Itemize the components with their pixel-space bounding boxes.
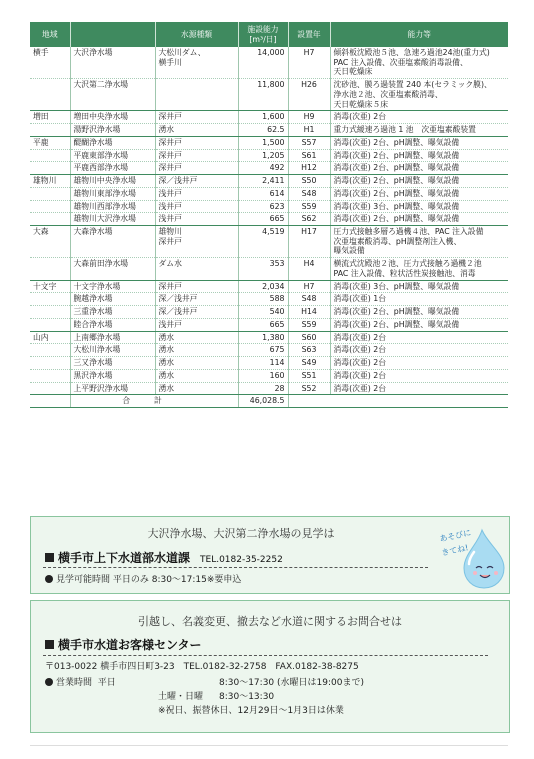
year-cell: H12 xyxy=(288,162,330,175)
header-year: 設置年 xyxy=(288,22,330,47)
ability-cell-line: PAC 注入設備、次亜塩素酸消毒設備、 xyxy=(333,57,468,67)
table-row xyxy=(30,162,508,175)
facilities-table xyxy=(30,22,508,408)
facility-name-cell: 上南郷浄水場 xyxy=(70,331,155,344)
ability-cell xyxy=(330,79,508,111)
water-source-cell xyxy=(155,136,238,149)
region-cell: 増田 xyxy=(30,111,70,124)
weekday-label: 平日 xyxy=(97,678,116,688)
table-row xyxy=(30,318,508,331)
ability-cell-line: 重力式緩速ろ過池 1 池 次亜塩素酸装置 xyxy=(333,125,476,135)
capacity-cell: 1,500 xyxy=(238,136,288,149)
ability-cell xyxy=(330,258,508,280)
water-source-cell xyxy=(155,331,238,344)
year-cell: S60 xyxy=(288,331,330,344)
ability-cell xyxy=(330,47,508,79)
ability-cell xyxy=(330,136,508,149)
water-source-cell xyxy=(155,369,238,382)
region-cell xyxy=(30,258,70,280)
ability-cell xyxy=(330,213,508,226)
region-cell xyxy=(30,382,70,395)
header-capacity xyxy=(238,22,288,47)
tour-tel[interactable]: TEL.0182-35-2252 xyxy=(200,555,283,565)
region-cell xyxy=(30,187,70,200)
region-cell xyxy=(30,318,70,331)
capacity-cell: 2,411 xyxy=(238,175,288,188)
year-cell: S49 xyxy=(288,357,330,370)
facility-name-cell: 平鹿西部浄水場 xyxy=(70,162,155,175)
ability-cell-line: PAC 注入設備、粒状活性炭接触池、消毒 xyxy=(333,268,476,278)
ability-cell xyxy=(330,293,508,306)
table-row xyxy=(30,213,508,226)
tour-dept-name: 横手市上下水道部水道課 xyxy=(58,551,191,565)
region-cell: 大森 xyxy=(30,226,70,258)
water-source-cell-line: 湧水 xyxy=(158,358,175,368)
facility-name-cell: 醍醐浄水場 xyxy=(70,136,155,149)
header-source: 水源種類 xyxy=(155,22,238,47)
contact-hours-weekday xyxy=(45,675,116,688)
region-cell xyxy=(30,213,70,226)
ability-cell-line: 消毒(次亜) 2台、pH調整、曝気設備 xyxy=(333,163,460,173)
year-cell: H14 xyxy=(288,306,330,319)
water-source-cell xyxy=(155,187,238,200)
ability-cell-line: 消毒(次亜) 2台、pH調整、曝気設備 xyxy=(333,137,460,147)
region-cell: 平鹿 xyxy=(30,136,70,149)
table-body xyxy=(30,47,508,408)
table-row xyxy=(30,306,508,319)
water-source-cell-line: 湧水 xyxy=(158,332,175,342)
water-source-cell-line: 浅井戸 xyxy=(158,214,182,224)
bullet-icon xyxy=(45,575,53,583)
header-capacity-line2: [m³/日] xyxy=(249,34,277,44)
facility-name-cell: 大松川浄水場 xyxy=(70,344,155,357)
table-row xyxy=(30,79,508,111)
mascot-text-line1: あそびに xyxy=(438,528,472,544)
facility-name-cell: 三又浄水場 xyxy=(70,357,155,370)
facility-name-cell: 上平野沢浄水場 xyxy=(70,382,155,395)
water-source-cell xyxy=(155,280,238,293)
table-row xyxy=(30,47,508,79)
water-source-cell xyxy=(155,111,238,124)
ability-cell-line: 次亜塩素酸消毒、pH調整剤注入機、 xyxy=(333,236,462,246)
ability-cell xyxy=(330,369,508,382)
water-source-cell xyxy=(155,47,238,79)
region-cell xyxy=(30,162,70,175)
facility-name-cell: 十文字浄水場 xyxy=(70,280,155,293)
total-empty-cell xyxy=(288,395,508,408)
holiday-note: ※祝日、振替休日、12月29日～1月3日は休業 xyxy=(158,706,344,716)
water-source-cell-line: 深井戸 xyxy=(158,112,182,122)
header-capacity-line1: 施設能力 xyxy=(247,24,279,34)
region-cell: 横手 xyxy=(30,47,70,79)
region-cell xyxy=(30,369,70,382)
water-source-cell xyxy=(155,382,238,395)
region-cell xyxy=(30,357,70,370)
capacity-cell: 665 xyxy=(238,318,288,331)
region-cell xyxy=(30,79,70,111)
ability-cell-line: 消毒(次亜) 1台 xyxy=(333,294,387,304)
water-source-cell xyxy=(155,344,238,357)
water-source-cell xyxy=(155,357,238,370)
water-source-cell xyxy=(155,318,238,331)
year-cell: H4 xyxy=(288,258,330,280)
year-cell: S63 xyxy=(288,344,330,357)
ability-cell xyxy=(330,344,508,357)
ability-cell-line: 消毒(次亜) 2台 xyxy=(333,358,387,368)
facility-name-cell: 雄物川中央浄水場 xyxy=(70,175,155,188)
water-source-cell-line: 横手川 xyxy=(158,57,182,67)
ability-cell xyxy=(330,149,508,162)
facility-name-cell: 湯野沢浄水場 xyxy=(70,124,155,137)
header-ability: 能力等 xyxy=(330,22,508,47)
water-source-cell xyxy=(155,306,238,319)
table-row xyxy=(30,369,508,382)
contact-hours-label: 営業時間 xyxy=(56,678,93,688)
facility-name-cell: 大森前田浄水場 xyxy=(70,258,155,280)
region-cell: 山内 xyxy=(30,331,70,344)
table-header-row xyxy=(30,22,508,47)
facility-name-cell: 雄物川西部浄水場 xyxy=(70,200,155,213)
weekend-hours: 8:30～13:30 xyxy=(219,692,275,702)
facility-name-cell: 雄物川東部浄水場 xyxy=(70,187,155,200)
table-row xyxy=(30,111,508,124)
contact-divider xyxy=(43,655,488,656)
region-cell xyxy=(30,200,70,213)
capacity-cell: 2,034 xyxy=(238,280,288,293)
table-row xyxy=(30,293,508,306)
facility-name-cell: 増田中央浄水場 xyxy=(70,111,155,124)
table-row xyxy=(30,344,508,357)
ability-cell-line: 沈砂池、膜ろ過装置 240 本(セラミック膜)、 xyxy=(333,80,492,90)
ability-cell-line: 消毒(次亜) 2台、pH調整、曝気設備 xyxy=(333,319,460,329)
capacity-cell: 588 xyxy=(238,293,288,306)
region-cell xyxy=(30,344,70,357)
tour-hours-text: 見学可能時間 平日のみ 8:30～17:15※要申込 xyxy=(56,575,242,585)
water-source-cell-line: 雄物川 xyxy=(158,227,182,237)
ability-cell xyxy=(330,162,508,175)
water-source-cell-line: 深井戸 xyxy=(158,137,182,147)
water-source-cell-line: 深井戸 xyxy=(158,281,182,291)
capacity-cell: 665 xyxy=(238,213,288,226)
ability-cell-line: 消毒(次亜) 2台、pH調整、曝気設備 xyxy=(333,150,460,160)
water-source-cell-line: 浅井戸 xyxy=(158,201,182,211)
ability-cell-line: 消毒(次亜) 2台、pH調整、曝気設備 xyxy=(333,176,460,186)
year-cell: S61 xyxy=(288,149,330,162)
ability-cell-line: 消毒(次亜) 2台 xyxy=(333,345,387,355)
ability-cell-line: 天日乾燥床５床 xyxy=(333,99,389,109)
water-source-cell-line: 大松川ダム、 xyxy=(158,48,206,57)
table-row xyxy=(30,124,508,137)
region-cell: 雄物川 xyxy=(30,175,70,188)
ability-cell-line: 消毒(次亜) 2台 xyxy=(333,112,387,122)
water-source-cell xyxy=(155,162,238,175)
facility-name-cell: 大森浄水場 xyxy=(70,226,155,258)
water-source-cell xyxy=(155,124,238,137)
total-label: 合計 xyxy=(70,395,238,408)
ability-cell-line: 消毒(次亜) 3台、pH調整、曝気設備 xyxy=(333,281,460,291)
region-cell xyxy=(30,306,70,319)
square-bullet-icon xyxy=(45,553,54,562)
water-source-cell-line: 湧水 xyxy=(158,370,175,380)
page-bottom-line xyxy=(30,745,508,746)
total-value: 46,028.5 xyxy=(238,395,288,408)
capacity-cell: 160 xyxy=(238,369,288,382)
header-region: 地域 xyxy=(30,22,70,47)
table-row xyxy=(30,258,508,280)
ability-cell xyxy=(330,124,508,137)
tour-title: 大沢浄水場、大沢第二浄水場の見学は xyxy=(147,527,335,540)
capacity-cell: 14,000 xyxy=(238,47,288,79)
water-source-cell xyxy=(155,149,238,162)
ability-cell xyxy=(330,357,508,370)
water-source-cell-line: 浅井戸 xyxy=(158,319,182,329)
capacity-cell: 492 xyxy=(238,162,288,175)
water-source-cell xyxy=(155,258,238,280)
year-cell: S59 xyxy=(288,318,330,331)
region-cell xyxy=(30,149,70,162)
capacity-cell: 114 xyxy=(238,357,288,370)
ability-cell xyxy=(330,280,508,293)
year-cell: S48 xyxy=(288,187,330,200)
facility-name-cell: 黒沢浄水場 xyxy=(70,369,155,382)
ability-cell-line: 天日乾燥床 xyxy=(333,67,373,77)
region-cell xyxy=(30,124,70,137)
water-source-cell xyxy=(155,200,238,213)
tour-dept xyxy=(45,549,283,566)
contact-dept-name: 横手市水道お客様センター xyxy=(58,638,202,652)
water-source-cell-line: 深井戸 xyxy=(158,236,182,246)
year-cell: H9 xyxy=(288,111,330,124)
water-source-cell xyxy=(155,213,238,226)
year-cell: H1 xyxy=(288,124,330,137)
total-empty-cell xyxy=(30,395,70,408)
capacity-cell: 675 xyxy=(238,344,288,357)
ability-cell-line: 浄水池２池、次亜塩素酸消毒、 xyxy=(333,89,443,99)
water-source-cell xyxy=(155,79,238,111)
capacity-cell: 614 xyxy=(238,187,288,200)
ability-cell-line: 曝気設備 xyxy=(333,246,365,256)
water-source-cell-line: 深井戸 xyxy=(158,150,182,160)
year-cell: S59 xyxy=(288,200,330,213)
ability-cell xyxy=(330,226,508,258)
table-row xyxy=(30,200,508,213)
total-row xyxy=(30,395,508,408)
region-cell: 十文字 xyxy=(30,280,70,293)
ability-cell-line: 消毒(次亜) 2台、pH調整、曝気設備 xyxy=(333,188,460,198)
water-source-cell-line: 湧水 xyxy=(158,383,175,393)
water-source-cell xyxy=(155,226,238,258)
weekday-hours: 8:30～17:30 (水曜日は19:00まで) xyxy=(219,678,364,688)
facility-name-cell: 腕越浄水場 xyxy=(70,293,155,306)
capacity-cell: 1,380 xyxy=(238,331,288,344)
ability-cell-line: 消毒(次亜) 3台、pH調整、曝気設備 xyxy=(333,201,460,211)
region-cell xyxy=(30,293,70,306)
year-cell: S52 xyxy=(288,382,330,395)
table-row xyxy=(30,149,508,162)
capacity-cell: 1,205 xyxy=(238,149,288,162)
mascot-text-line2: きてね! xyxy=(440,543,470,558)
header-facility xyxy=(70,22,155,47)
water-source-cell xyxy=(155,293,238,306)
contact-address: 〒013-0022 横手市四日町3-23 TEL.0182-32-2758 FAX.0182-38-8275 xyxy=(45,662,359,672)
year-cell: H7 xyxy=(288,47,330,79)
contact-info-box xyxy=(30,600,510,733)
ability-cell xyxy=(330,200,508,213)
ability-cell-line: 消毒(次亜) 2台、pH調整、曝気設備 xyxy=(333,307,460,317)
water-source-cell-line: ダム水 xyxy=(158,259,182,269)
water-source-cell xyxy=(155,175,238,188)
table-row xyxy=(30,382,508,395)
ability-cell-line: 消毒(次亜) 2台 xyxy=(333,383,387,393)
ability-cell xyxy=(330,331,508,344)
table-row xyxy=(30,357,508,370)
square-bullet-icon xyxy=(45,640,54,649)
water-source-cell-line: 深／浅井戸 xyxy=(158,307,198,317)
facility-name-cell: 大沢浄水場 xyxy=(70,47,155,79)
ability-cell xyxy=(330,187,508,200)
table-row xyxy=(30,136,508,149)
year-cell: S50 xyxy=(288,175,330,188)
facility-name-cell: 平鹿東部浄水場 xyxy=(70,149,155,162)
facility-name-cell: 三重浄水場 xyxy=(70,306,155,319)
water-drop-mascot-icon xyxy=(438,522,508,590)
year-cell: H17 xyxy=(288,226,330,258)
ability-cell-line: 横流式沈殿池２池、圧力式接触ろ過機２池 xyxy=(333,259,482,269)
water-source-cell-line: 深／浅井戸 xyxy=(158,294,198,304)
contact-title: 引越し、名義変更、撤去など水道に関するお問合せは xyxy=(138,615,402,628)
capacity-cell: 28 xyxy=(238,382,288,395)
facility-name-cell: 雄物川大沢浄水場 xyxy=(70,213,155,226)
capacity-cell: 11,800 xyxy=(238,79,288,111)
ability-cell-line: 消毒(次亜) 2台、pH調整、曝気設備 xyxy=(333,214,460,224)
year-cell: S48 xyxy=(288,293,330,306)
weekend-label: 土曜・日曜 xyxy=(158,692,204,702)
ability-cell-line: 消毒(次亜) 2台 xyxy=(333,370,387,380)
tour-hours xyxy=(45,572,241,585)
table-row xyxy=(30,226,508,258)
ability-cell xyxy=(330,382,508,395)
capacity-cell: 540 xyxy=(238,306,288,319)
year-cell: S57 xyxy=(288,136,330,149)
facility-name-cell: 大沢第二浄水場 xyxy=(70,79,155,111)
capacity-cell: 4,519 xyxy=(238,226,288,258)
table-row xyxy=(30,187,508,200)
year-cell: H26 xyxy=(288,79,330,111)
facility-name-cell: 睦合浄水場 xyxy=(70,318,155,331)
table-row xyxy=(30,331,508,344)
tour-divider xyxy=(43,567,428,568)
capacity-cell: 1,600 xyxy=(238,111,288,124)
ability-cell xyxy=(330,306,508,319)
water-source-cell-line: 湧水 xyxy=(158,125,175,135)
water-source-cell-line: 深／浅井戸 xyxy=(158,176,198,186)
ability-cell xyxy=(330,318,508,331)
contact-dept xyxy=(45,636,202,653)
table-row xyxy=(30,175,508,188)
year-cell: H7 xyxy=(288,280,330,293)
table-row xyxy=(30,280,508,293)
capacity-cell: 623 xyxy=(238,200,288,213)
ability-cell-line: 傾斜板沈殿池５池、急速ろ過池24池(重力式) xyxy=(333,48,490,57)
water-source-cell-line: 湧水 xyxy=(158,345,175,355)
capacity-cell: 62.5 xyxy=(238,124,288,137)
year-cell: S51 xyxy=(288,369,330,382)
ability-cell xyxy=(330,111,508,124)
ability-cell-line: 消毒(次亜) 2台 xyxy=(333,332,387,342)
year-cell: S62 xyxy=(288,213,330,226)
bullet-icon xyxy=(45,678,53,686)
ability-cell xyxy=(330,175,508,188)
capacity-cell: 353 xyxy=(238,258,288,280)
water-source-cell-line: 浅井戸 xyxy=(158,188,182,198)
ability-cell-line: 圧力式接触多層ろ過機４池、PAC 注入設備 xyxy=(333,227,484,237)
water-source-cell-line: 深井戸 xyxy=(158,163,182,173)
